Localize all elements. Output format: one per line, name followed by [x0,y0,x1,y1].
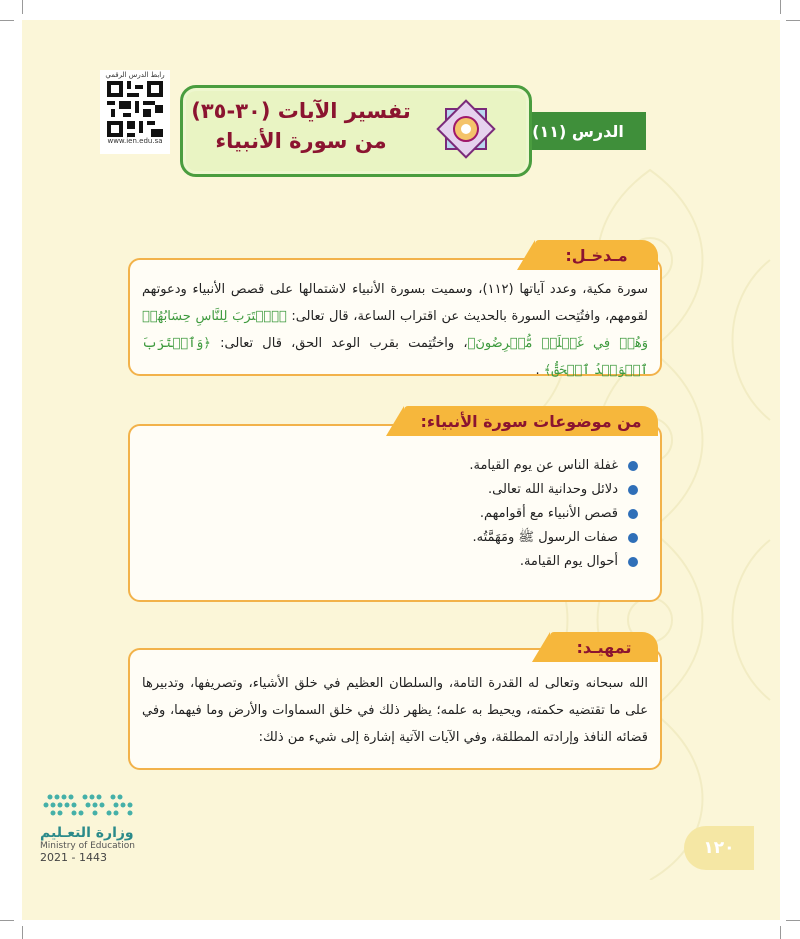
intro-verse-2: ﴿وَٱقۡتَرَبَ ٱلۡوَعۡدُ ٱلۡحَقُّ﴾ [142,336,648,378]
list-item: قصص الأنبياء مع أقوامهم. [130,502,638,526]
list-item: أحوال يوم القيامة. [130,550,638,574]
ministry-name-en: Ministry of Education [40,841,135,851]
topics-header: من موضوعات سورة الأنبياء: [404,406,658,436]
intro-text-part3: . [535,363,544,378]
list-item: صفات الرسول ﷺ ومَهَمَّتُه. [130,526,638,550]
ministry-dots-icon [40,793,140,821]
qr-code-icon[interactable] [107,81,163,137]
preface-text: الله سبحانه وتعالى له القدرة التامة، والسلطان العظيم في خلق الأشياء، وتصريفها، وتدبيرها على ما تقتضيه حكمته، ويحيط به علمه؛ يظهر ذلك في خلق السماوات والأرض وما فيهما، وفي قضائه النافذ وإرادته المطلقة، وفي الآيات الآتية إشارة إلى شيء من ذلك: [142,676,648,745]
bullet-icon [628,461,638,471]
lesson-title-line1: تفسير الآيات (٣٠-٣٥) [191,99,411,123]
lesson-title-card [180,85,532,177]
lesson-title [191,96,411,156]
preface-box [128,648,662,770]
lesson-number-tab: الدرس (١١) [510,112,646,150]
intro-header: مـدخـل: [535,240,658,270]
list-item: غفلة الناس عن يوم القيامة. [130,454,638,478]
qr-caption: رابط الدرس الرقمي [105,71,165,79]
bullet-icon [628,485,638,495]
edition-year: 2021 - 1443 [40,851,107,864]
page-number: ١٢٠ [684,826,754,870]
bullet-icon [628,557,638,567]
qr-code-box[interactable] [100,70,170,154]
intro-text [130,260,660,384]
lesson-title-line2: من سورة الأنبياء [215,129,387,153]
bullet-icon [628,533,638,543]
qr-url[interactable]: www.ien.edu.sa [107,137,163,145]
intro-verse-1: ﴿ٱقۡتَرَبَ لِلنَّاسِ حِسَابُهُمۡ وَهُمۡ فِي غَفۡلَةٖ مُّعۡرِضُونَ﴾ [142,309,648,351]
topics-box [128,424,662,602]
preface-header: تمهيـد: [550,632,658,662]
intro-text-part2: ، واختُتِمت بقرب الوعد الحق، قال تعالى: [210,336,468,351]
topics-list [130,426,660,574]
bullet-icon [628,509,638,519]
ministry-logo [40,793,200,864]
intro-box [128,258,662,376]
islamic-ornament-icon [433,96,499,162]
ministry-name-ar: وزارة التعـليم [40,825,134,841]
list-item: دلائل وحدانية الله تعالى. [130,478,638,502]
intro-text-part1: سورة مكية، وعدد آياتها (١١٢)، وسميت بسورة الأنبياء لاشتمالها على قصص الأنبياء ودعوتهم لقومهم، وافتُتِحت السورة بالحديث عن اقتراب الساعة، قال تعالى: [142,282,648,324]
